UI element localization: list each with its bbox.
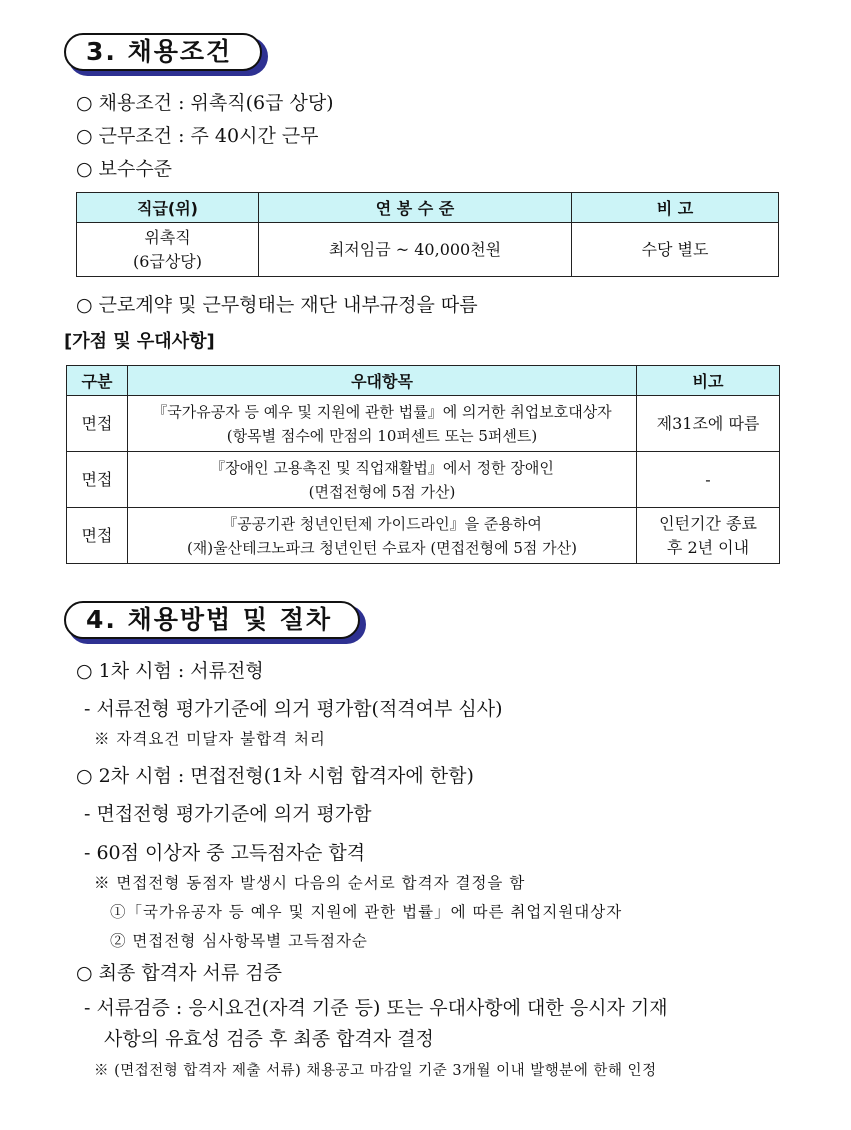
section-4-title: 4. 채용방법 및 절차: [64, 601, 360, 639]
contract-line: ○ 근로계약 및 근무형태는 재단 내부규정을 따름: [76, 294, 478, 316]
pay-table: [76, 192, 779, 277]
bonus-row-note: [637, 396, 780, 452]
pay-level-line: ○ 보수수준: [76, 158, 173, 180]
bonus-row-line2: (항목별 점수에 만점의 10퍼센트 또는 5퍼센트): [226, 426, 538, 445]
procedure-note: ①「국가유공자 등 예우 및 지원에 관한 법률」에 따른 취업지원대상자: [110, 903, 623, 921]
bonus-heading: [가점 및 우대사항]: [64, 331, 215, 352]
procedure-line: ○ 1차 시험 : 서류전형: [76, 660, 264, 682]
pay-rank-cell: [77, 223, 259, 277]
section-3-title-box: [64, 33, 262, 71]
procedure-line: 사항의 유효성 검증 후 최종 합격자 결정: [104, 1028, 434, 1050]
pay-rank-line2: (6급상당): [132, 251, 203, 271]
bonus-note-line1: 인턴기간 종료: [659, 513, 757, 533]
pay-header-rank: 직급(위): [77, 193, 259, 223]
bonus-note-line1: 제31조에 따름: [656, 413, 760, 433]
procedure-note: ※ 자격요건 미달자 불합격 처리: [94, 730, 326, 748]
bonus-row-line1: 『공공기관 청년인턴제 가이드라인』을 준용하여: [222, 514, 542, 533]
procedure-note: ※ (면접전형 합격자 제출 서류) 채용공고 마감일 기준 3개월 이내 발행분에 한해 인정: [94, 1063, 657, 1079]
section-4-title-box: [64, 601, 360, 639]
bonus-row-line1: 『국가유공자 등 예우 및 지원에 관한 법률』에 의거한 취업보호대상자: [152, 402, 612, 421]
condition-line: ○ 채용조건 : 위촉직(6급 상당): [76, 92, 334, 114]
bonus-row-item: [128, 452, 637, 508]
bonus-row-note: [637, 508, 780, 564]
bonus-header-item: 우대항목: [128, 366, 637, 396]
pay-header-salary: 연 봉 수 준: [259, 193, 572, 223]
procedure-line: - 서류전형 평가기준에 의거 평가함(적격여부 심사): [84, 698, 503, 720]
bonus-note-line1: -: [705, 469, 711, 489]
bonus-row-type: 면접: [67, 396, 128, 452]
pay-rank-line1: 위촉직: [144, 227, 191, 247]
bonus-row-note: [637, 452, 780, 508]
procedure-note: ② 면접전형 심사항목별 고득점자순: [110, 932, 368, 950]
procedure-line: - 면접전형 평가기준에 의거 평가함: [84, 803, 372, 825]
bonus-header-note: 비고: [637, 366, 780, 396]
section-3-title: 3. 채용조건: [64, 33, 262, 71]
bonus-table: [66, 365, 780, 564]
work-hours-line: ○ 근무조건 : 주 40시간 근무: [76, 125, 319, 147]
bonus-header-type: 구분: [67, 366, 128, 396]
bonus-row-type: 면접: [67, 452, 128, 508]
pay-salary-cell: 최저임금 ~ 40,000천원: [259, 223, 572, 277]
procedure-note: ※ 면접전형 동점자 발생시 다음의 순서로 합격자 결정을 함: [94, 874, 526, 892]
pay-header-note: 비 고: [572, 193, 779, 223]
pay-note-cell: 수당 별도: [572, 223, 779, 277]
procedure-line: ○ 2차 시험 : 면접전형(1차 시험 합격자에 한함): [76, 765, 474, 787]
procedure-line: - 60점 이상자 중 고득점자순 합격: [84, 842, 366, 864]
procedure-line: - 서류검증 : 응시요건(자격 기준 등) 또는 우대사항에 대한 응시자 기재: [84, 997, 668, 1019]
bonus-row-line1: 『장애인 고용촉진 및 직업재활법』에서 정한 장애인: [210, 458, 554, 477]
bonus-row-line2: (면접전형에 5점 가산): [308, 482, 456, 501]
bonus-row-line2: (재)울산테크노파크 청년인턴 수료자 (면접전형에 5점 가산): [186, 538, 578, 557]
bonus-note-line2: 후 2년 이내: [666, 537, 750, 557]
bonus-row-item: [128, 508, 637, 564]
bonus-row-type: 면접: [67, 508, 128, 564]
bonus-row-item: [128, 396, 637, 452]
procedure-line: ○ 최종 합격자 서류 검증: [76, 962, 282, 984]
